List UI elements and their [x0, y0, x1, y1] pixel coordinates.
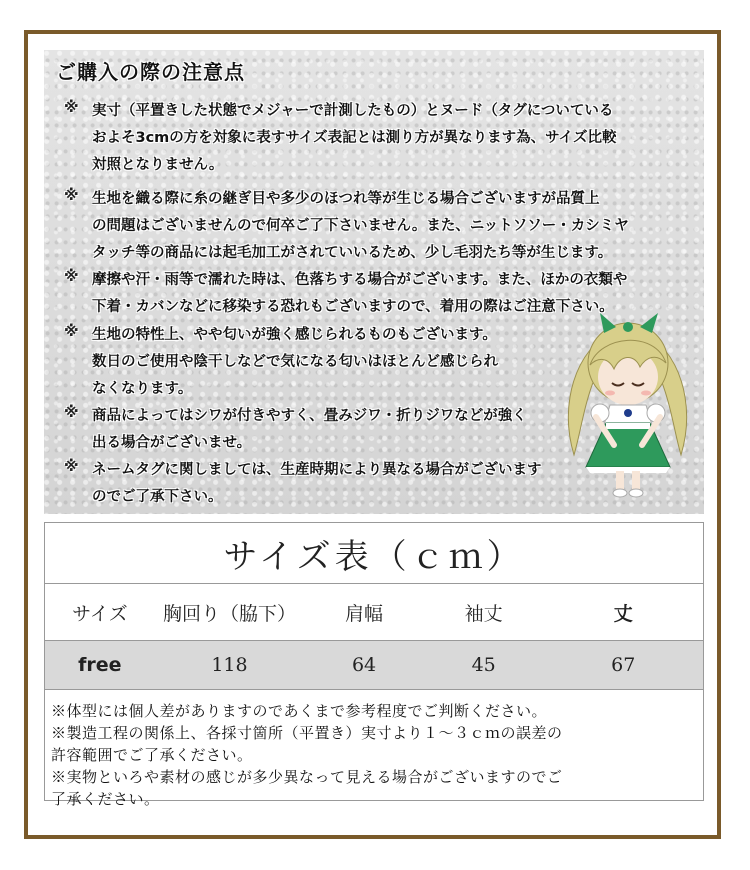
note-line: 商品によってはシワが付きやすく、畳みジワ・折りジワなどが強く [92, 408, 527, 424]
footnote-line: ※実物といろや素材の感じが多少異なって見える場合がございますのでご [51, 768, 563, 786]
note-line: 下着・カバンなどに移染する恐れもございますので、着用の際はご注意下さい。 [92, 299, 614, 315]
header-chest: 胸回り（脇下） [162, 602, 296, 625]
note-line: 実寸（平置きした状態でメジャーで計測したもの）とヌード（タグについている [92, 103, 614, 119]
cell-sleeve: 45 [471, 654, 496, 676]
cell-size: free [78, 654, 122, 676]
size-table-title: サイズ表（ｃｍ） [44, 522, 704, 583]
cell-length: 67 [611, 654, 636, 676]
notice-title: ご購入の際の注意点 [56, 60, 245, 84]
header-size: サイズ [72, 602, 128, 625]
size-table-row [44, 640, 704, 689]
footnote-line: 了承ください。 [51, 790, 160, 808]
note-mark: ※ [64, 267, 79, 285]
footnotes [44, 689, 704, 808]
note-line: なくなります。 [92, 381, 193, 397]
size-table [44, 522, 704, 808]
footnote-line: ※体型には個人差がありますのであくまで参考程度でご判断ください。 [51, 702, 548, 720]
note-line: の問題はございませんので何卒ご了下さいません。また、ニットソソー・カシミヤ [92, 218, 629, 234]
cell-chest: 118 [211, 654, 248, 676]
note-line: およそ3cmの方を対象に表すサイズ表記とは測り方が異なります為、サイズ比較 [92, 130, 617, 146]
note-line: のでご了承下さい。 [92, 489, 223, 505]
note-line: ネームタグに関しましては、生産時期により異なる場合がございます [92, 462, 542, 478]
header-shoulder: 肩幅 [345, 602, 384, 625]
note-line: タッチ等の商品には起毛加工がされていいるため、少し毛羽たち等が生じます。 [92, 245, 613, 261]
note-mark: ※ [64, 186, 79, 204]
note-line: 出る場合がございませ。 [92, 435, 252, 451]
girl-mascot-illustration [560, 305, 695, 500]
note-mark: ※ [64, 457, 79, 475]
size-table-header-row [44, 583, 704, 640]
header-sleeve: 袖丈 [464, 602, 503, 625]
note-line: 数日のご使用や陰干しなどで気になる匂いはほとんど感じられ [92, 354, 498, 370]
footnote-line: ※製造工程の関係上、各採寸箇所（平置き）実寸より１～３ｃｍの誤差の [51, 724, 563, 742]
footnote-line: 許容範囲でご了承ください。 [51, 746, 253, 764]
note-line: 摩擦や汗・雨等で濡れた時は、色落ちする場合がございます。また、ほかの衣類や [92, 272, 628, 288]
header-length: 丈 [613, 602, 633, 625]
note-mark: ※ [64, 322, 79, 340]
note-mark: ※ [64, 403, 79, 421]
note-mark: ※ [64, 98, 79, 116]
note-line: 対照となりません。 [92, 157, 224, 173]
cell-shoulder: 64 [351, 654, 377, 676]
note-line: 生地を織る際に糸の継ぎ目や多少のほつれ等が生じる場合ございますが品質上 [92, 191, 600, 207]
note-line: 生地の特性上、やや匂いが強く感じられるものもございます。 [92, 327, 497, 343]
